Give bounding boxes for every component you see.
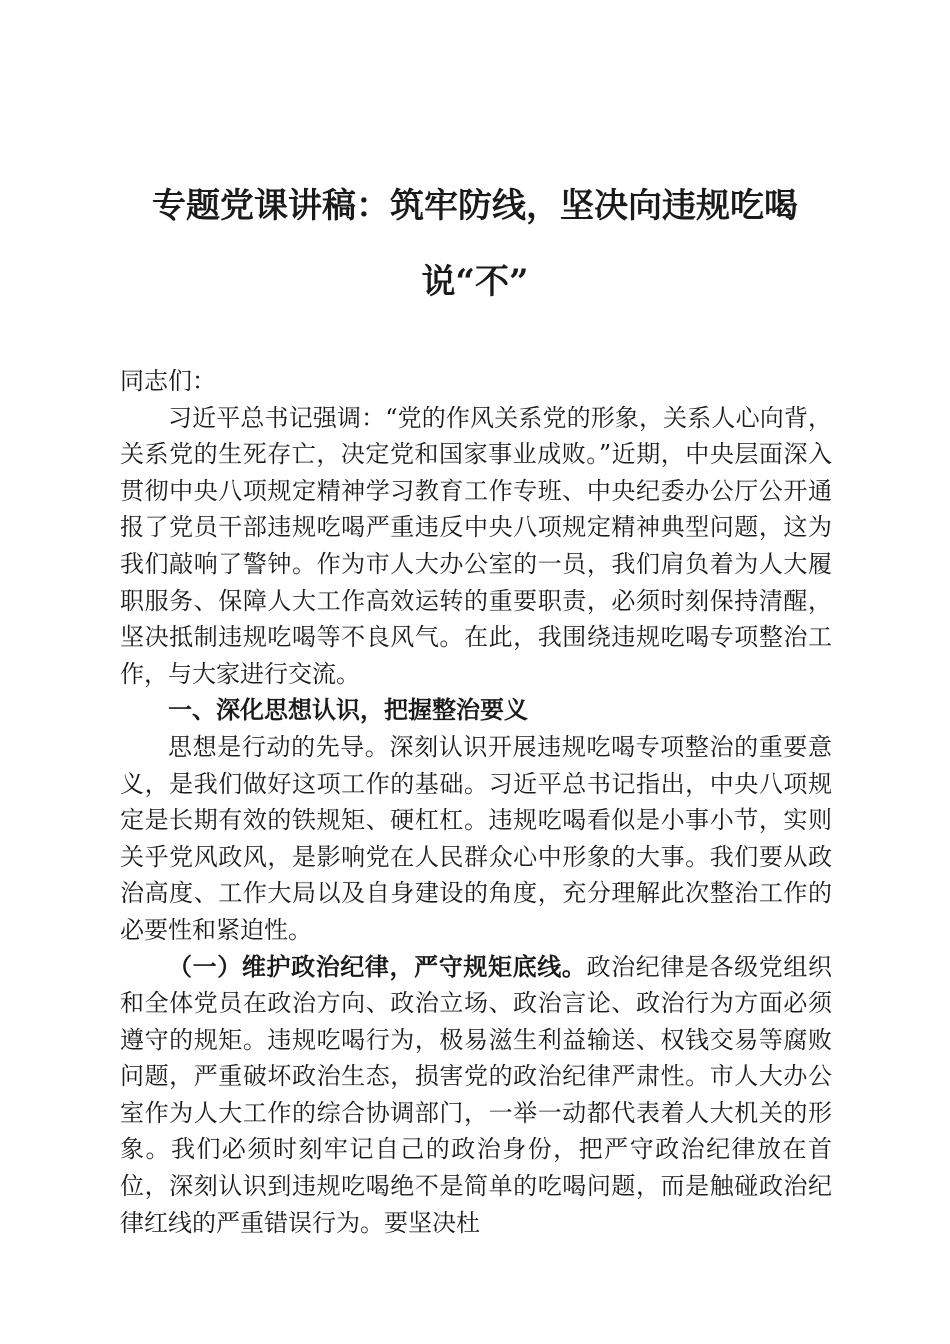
- salutation: 同志们：: [120, 367, 216, 395]
- section-1-paragraph: 思想是行动的先导。深刻认识开展违规吃喝专项整治的重要意义，是我们做好这项工作的基础。习近平总书记指出，中央八项规定是长期有效的铁规矩、硬杠杠。违规吃喝看似是小事小节，实则关乎党风政风，是影响党在人民群众心中形象的大事。我们要从政治高度、工作大局以及自身建设的角度，充分理解此次整治工作的必要性和紧迫性。: [120, 732, 832, 944]
- document-title: 专题党课讲稿：筑牢防线，坚决向违规吃喝说“不”: [152, 186, 798, 302]
- subsection-1-text: 政治纪律是各级党组织和全体党员在政治方向、政治立场、政治言论、政治行为方面必须遵守的规矩。违规吃喝行为，极易滋生利益输送、权钱交易等腐败问题，严重破坏政治生态，损害党的政治纪律严肃性。市人大办公室作为人大工作的综合协调部门，一举一动都代表着人大机关的形象。我们必须时刻牢记自己的政治身份，把严守政治纪律放在首位，深刻认识到违规吃喝绝不是简单的吃喝问题，而是触碰政治纪律红线的严重错误行为。要坚决杜: [120, 952, 833, 1237]
- section-heading-1: 一、深化思想认识，把握整治要义: [168, 696, 528, 725]
- intro-paragraph: 习近平总书记强调：“党的作风关系党的形象，关系人心向背，关系党的生死存亡，决定党和国家事业成败。”近期，中央层面深入贯彻中央八项规定精神学习教育工作专班、中央纪委办公厅公开通报了党员干部违规吃喝严重违反中央八项规定精神典型问题，这为我们敲响了警钟。作为市人大办公室的一员，我们肩负着为人大履职服务、保障人大工作高效运转的重要职责，必须时刻保持清醒，坚决抵制违规吃喝等不良风气。在此，我围绕违规吃喝专项整治工作，与大家进行交流。: [120, 403, 832, 688]
- subsection-1-lead: （一）维护政治纪律，严守规矩底线。: [168, 951, 587, 981]
- document-body: [120, 363, 832, 1241]
- subsection-1-paragraph: [120, 949, 832, 1242]
